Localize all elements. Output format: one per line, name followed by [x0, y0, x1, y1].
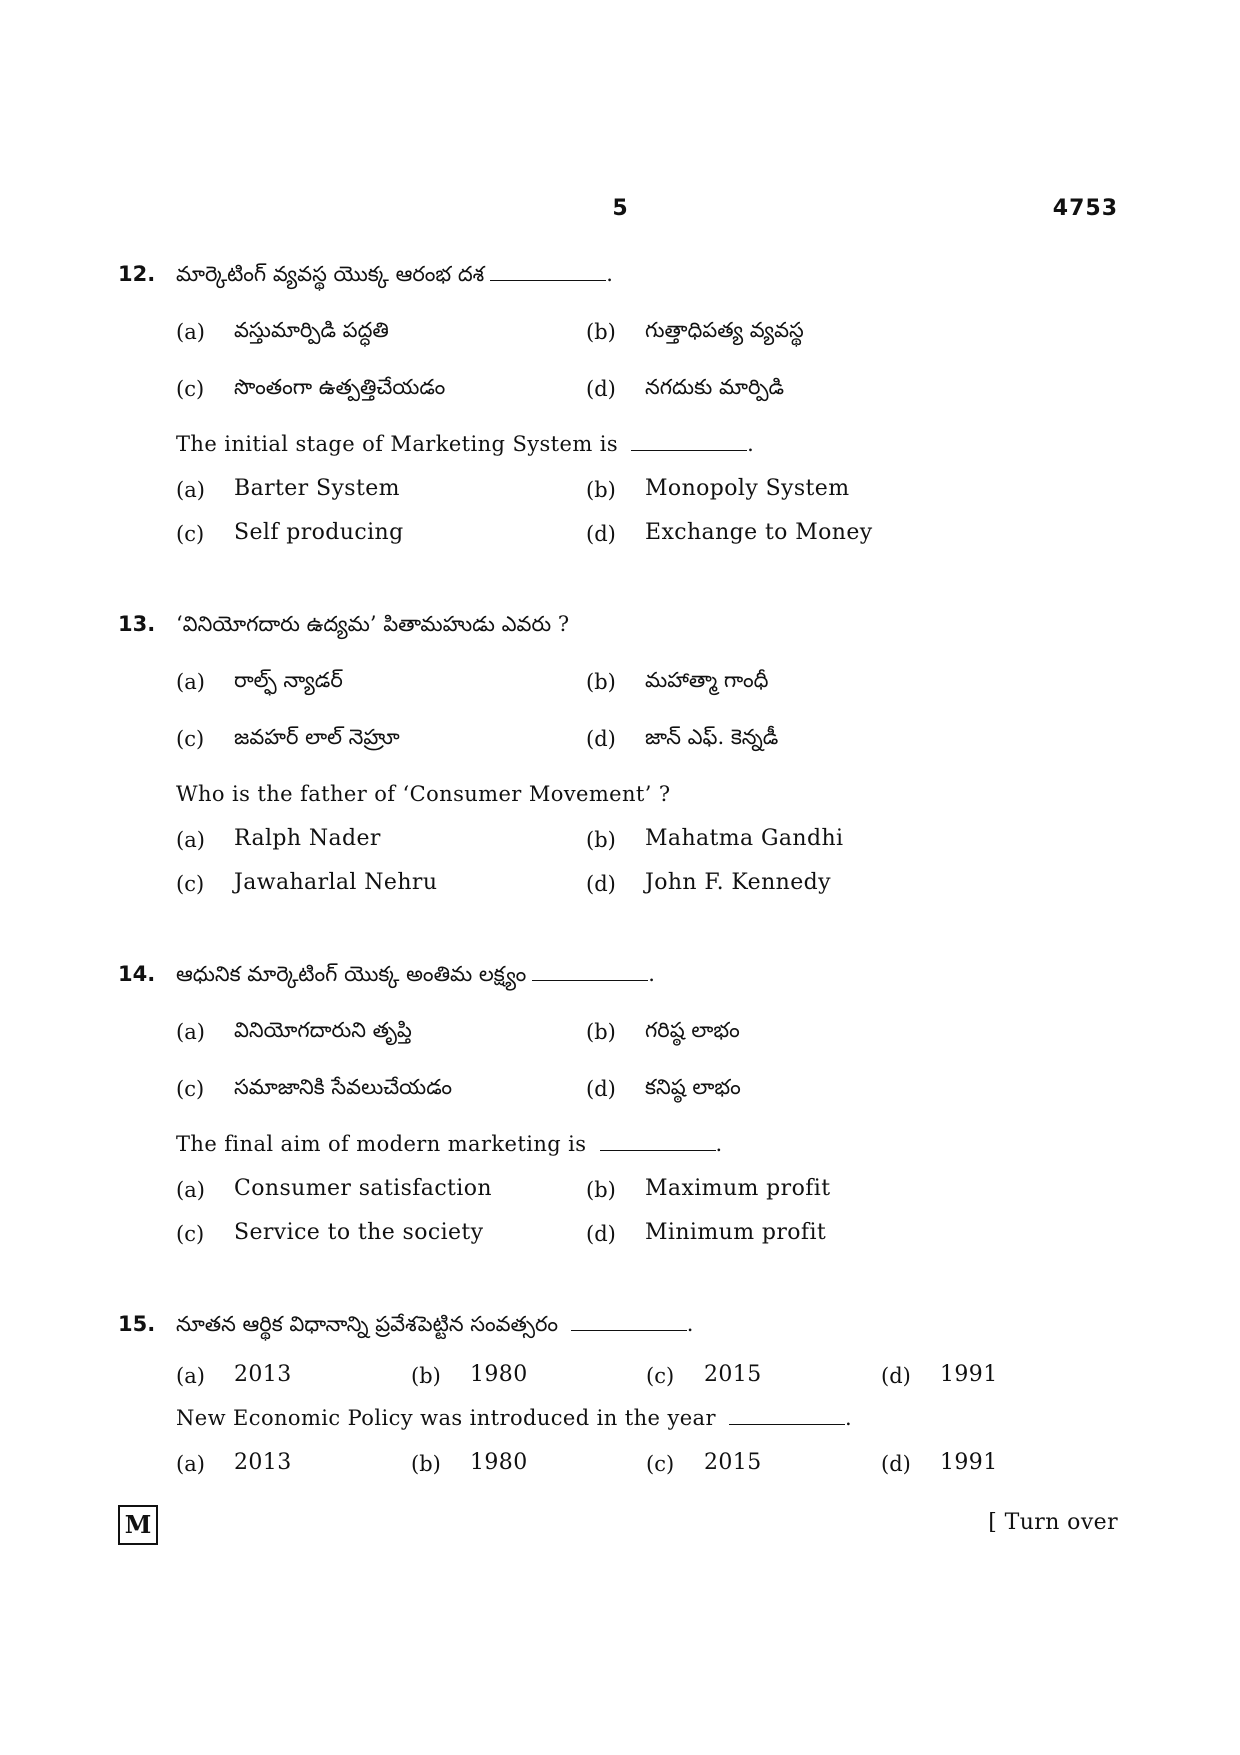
option-text: జాన్ ఎఫ్. కెన్నడీ	[645, 725, 779, 749]
option-text: సమాజానికి సేవలుచేయడం	[234, 1075, 453, 1099]
option-text: Consumer satisfaction	[234, 1176, 492, 1201]
option-label: (d)	[586, 522, 616, 546]
option-label: (a)	[176, 1178, 205, 1202]
option-row	[118, 664, 1118, 721]
page-number: 5	[612, 196, 628, 221]
option-label: (b)	[586, 320, 616, 344]
option-label: (b)	[586, 478, 616, 502]
paper-code: 4753	[1052, 196, 1118, 221]
option-text: Self producing	[234, 520, 404, 545]
option-label: (a)	[176, 828, 205, 852]
question-text-english-row	[118, 1402, 1118, 1446]
option-label: (b)	[411, 1364, 441, 1388]
option-text: 2015	[704, 1450, 762, 1475]
option-text: జవహర్ లాల్ నెహ్రూ	[234, 725, 400, 749]
option-row	[118, 314, 1118, 371]
option-text: Maximum profit	[645, 1176, 831, 1201]
option-label: (d)	[586, 727, 616, 751]
option-label: (a)	[176, 670, 205, 694]
question-number: 12.	[118, 262, 156, 286]
option-label: (c)	[176, 1222, 205, 1246]
option-label: (d)	[586, 377, 616, 401]
question-13	[118, 612, 1118, 910]
question-text-telugu: నూతన ఆర్థిక విధానాన్ని ప్రవేశపెట్టిన సంవత్సరం .	[176, 1312, 694, 1336]
option-text: వినియోగదారుని తృప్తి	[234, 1018, 412, 1042]
option-row	[118, 1172, 1118, 1216]
option-label: (a)	[176, 478, 205, 502]
turn-over-note: [ Turn over	[988, 1510, 1118, 1535]
option-label: (b)	[586, 828, 616, 852]
option-text: 2013	[234, 1362, 292, 1387]
option-row	[118, 1358, 1118, 1402]
option-text: గుత్తాధిపత్య వ్యవస్థ	[645, 318, 804, 342]
option-row	[118, 866, 1118, 910]
option-text: గరిష్ఠ లాభం	[645, 1018, 740, 1042]
option-label: (a)	[176, 1020, 205, 1044]
option-text: Monopoly System	[645, 476, 850, 501]
answer-blank	[490, 262, 606, 281]
question-text-english-row	[118, 1128, 1118, 1172]
question-number: 14.	[118, 962, 156, 986]
option-label: (d)	[586, 872, 616, 896]
option-text: Jawaharlal Nehru	[234, 870, 438, 895]
option-text: John F. Kennedy	[645, 870, 831, 895]
option-label: (d)	[881, 1452, 911, 1476]
answer-blank	[729, 1406, 845, 1425]
option-text: సొంతంగా ఉత్పత్తిచేయడం	[234, 375, 446, 399]
question-15	[118, 1312, 1118, 1490]
question-text-telugu: ‘వినియోగదారు ఉద్యమ’ పితామహుడు ఎవరు ?	[176, 612, 570, 636]
question-12	[118, 262, 1118, 560]
option-text: 1991	[940, 1450, 998, 1475]
option-row	[118, 822, 1118, 866]
option-label: (d)	[586, 1222, 616, 1246]
option-label: (a)	[176, 320, 205, 344]
option-label: (d)	[586, 1077, 616, 1101]
option-label: (c)	[176, 522, 205, 546]
answer-blank	[532, 962, 648, 981]
option-label: (c)	[646, 1452, 675, 1476]
question-text-english: Who is the father of ‘Consumer Movement’ ?	[176, 782, 671, 806]
option-row	[118, 472, 1118, 516]
option-text: నగదుకు మార్పిడి	[645, 375, 785, 399]
question-text-telugu: ఆధునిక మార్కెటింగ్ యొక్క అంతిమ లక్ష్యం .	[176, 962, 655, 986]
option-row	[118, 1446, 1118, 1490]
option-label: (c)	[176, 377, 205, 401]
option-label: (c)	[646, 1364, 675, 1388]
option-text: 1980	[470, 1362, 528, 1387]
option-text: మహాత్మా గాంధీ	[645, 668, 769, 692]
option-text: Barter System	[234, 476, 400, 501]
option-label: (a)	[176, 1452, 205, 1476]
answer-blank	[600, 1132, 716, 1151]
question-text-english: New Economic Policy was introduced in the year .	[176, 1406, 853, 1430]
option-label: (b)	[586, 1020, 616, 1044]
option-row	[118, 516, 1118, 560]
option-text: 2013	[234, 1450, 292, 1475]
option-text: Ralph Nader	[234, 826, 381, 851]
option-row	[118, 1014, 1118, 1071]
option-text: 1980	[470, 1450, 528, 1475]
medium-mark: M	[118, 1505, 158, 1545]
question-14	[118, 962, 1118, 1260]
option-label: (b)	[586, 1178, 616, 1202]
option-row	[118, 1216, 1118, 1260]
option-row	[118, 371, 1118, 428]
question-number: 13.	[118, 612, 156, 636]
option-text: Minimum profit	[645, 1220, 827, 1245]
question-text-english: The initial stage of Marketing System is .	[176, 432, 755, 456]
option-text: వస్తుమార్పిడి పద్ధతి	[234, 318, 389, 342]
question-number: 15.	[118, 1312, 156, 1336]
option-label: (d)	[881, 1364, 911, 1388]
option-text: కనిష్ఠ లాభం	[645, 1075, 741, 1099]
question-text-telugu: మార్కెటింగ్ వ్యవస్థ యొక్క ఆరంభ దశ .	[176, 262, 613, 286]
question-text-english-row	[118, 778, 1118, 822]
option-label: (c)	[176, 727, 205, 751]
option-label: (c)	[176, 1077, 205, 1101]
question-text-english-row	[118, 428, 1118, 472]
answer-blank	[631, 432, 747, 451]
option-label: (b)	[586, 670, 616, 694]
option-text: 1991	[940, 1362, 998, 1387]
option-text: రాల్ఫ్ న్యాడర్	[234, 668, 343, 692]
option-text: Mahatma Gandhi	[645, 826, 844, 851]
option-row	[118, 721, 1118, 778]
option-text: Exchange to Money	[645, 520, 873, 545]
option-text: Service to the society	[234, 1220, 484, 1245]
option-text: 2015	[704, 1362, 762, 1387]
option-label: (b)	[411, 1452, 441, 1476]
answer-blank	[571, 1312, 687, 1331]
option-label: (c)	[176, 872, 205, 896]
option-row	[118, 1071, 1118, 1128]
option-label: (a)	[176, 1364, 205, 1388]
question-text-english: The final aim of modern marketing is .	[176, 1132, 723, 1156]
